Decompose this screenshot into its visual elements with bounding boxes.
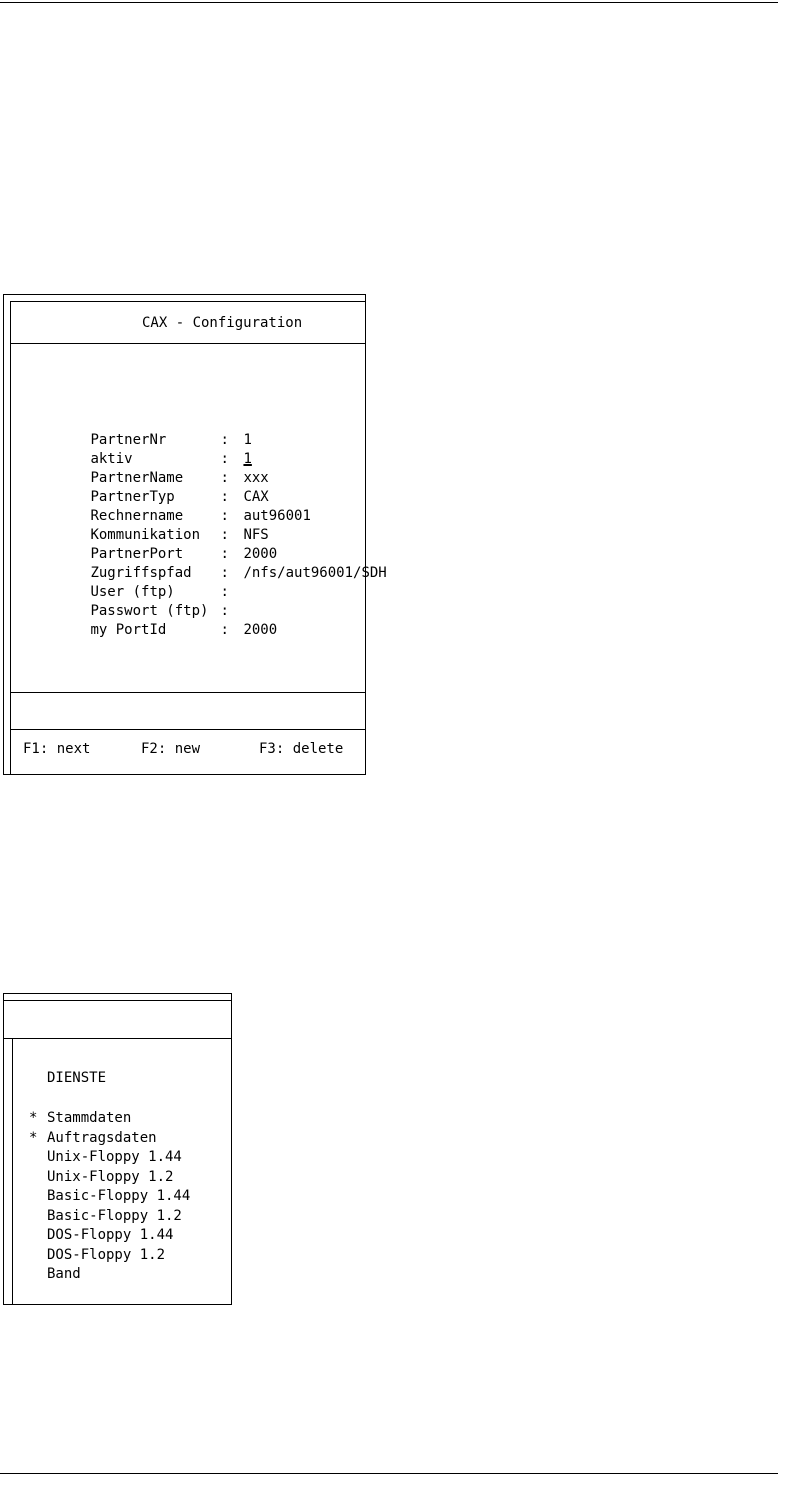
field-colon: : xyxy=(220,622,229,638)
window-title: CAX - Configuration xyxy=(142,315,303,331)
field-colon: : xyxy=(220,565,229,581)
service-item-auftragsdaten[interactable] xyxy=(29,1129,190,1149)
config-form xyxy=(23,412,387,638)
cax-configuration-frame xyxy=(10,301,387,774)
page-bottom-rule xyxy=(0,1473,778,1474)
field-colon: : xyxy=(220,470,229,486)
rechnername-input[interactable]: aut96001 xyxy=(243,508,311,524)
service-label: Band xyxy=(47,1266,81,1282)
zugriffspfad-input[interactable]: /nfs/aut96001/SDH xyxy=(243,565,387,581)
field-colon: : xyxy=(220,546,229,562)
service-item-band[interactable] xyxy=(29,1265,190,1285)
page-top-rule xyxy=(0,2,778,3)
my-port-id-input[interactable]: 2000 xyxy=(243,622,278,638)
window-title-bar xyxy=(11,302,366,344)
field-label: Passwort (ftp) xyxy=(90,603,209,619)
service-label: DOS-Floppy 1.44 xyxy=(47,1227,174,1243)
window-inner-border xyxy=(12,1038,13,1304)
field-label: my PortId xyxy=(90,622,167,638)
service-label: Auftragsdaten xyxy=(47,1129,157,1146)
field-label: PartnerNr xyxy=(90,432,167,448)
window-header-line xyxy=(4,1038,231,1039)
aktiv-input[interactable]: 1 xyxy=(243,451,252,467)
service-label: Stammdaten xyxy=(47,1110,132,1126)
f1-next-key[interactable]: F1: next xyxy=(23,741,91,757)
service-item-unix-floppy-144[interactable] xyxy=(29,1148,190,1168)
kommunikation-input[interactable]: NFS xyxy=(243,527,269,543)
service-item-unix-floppy-12[interactable] xyxy=(29,1168,190,1188)
field-colon: : xyxy=(220,508,229,524)
services-title: DIENSTE xyxy=(47,1070,107,1086)
field-colon: : xyxy=(220,489,229,505)
service-item-basic-floppy-144[interactable] xyxy=(29,1187,190,1207)
partner-port-input[interactable]: 2000 xyxy=(243,546,278,562)
field-label: PartnerPort xyxy=(90,546,184,562)
field-label: aktiv xyxy=(90,451,133,467)
partner-nr-input[interactable]: 1 xyxy=(243,432,252,448)
service-label: Unix-Floppy 1.44 xyxy=(47,1149,182,1165)
service-item-dos-floppy-12[interactable] xyxy=(29,1246,190,1266)
field-label: User (ftp) xyxy=(90,584,175,600)
field-colon: : xyxy=(220,584,229,600)
service-item-stammdaten[interactable] xyxy=(29,1109,190,1129)
service-label: Basic-Floppy 1.2 xyxy=(47,1207,182,1224)
service-label: DOS-Floppy 1.2 xyxy=(47,1246,166,1263)
partner-name-input[interactable]: xxx xyxy=(243,470,269,486)
window-top-line xyxy=(4,1000,231,1001)
field-colon: : xyxy=(220,603,229,619)
status-line xyxy=(11,692,366,730)
cax-configuration-window xyxy=(3,294,387,775)
field-colon: : xyxy=(220,432,229,448)
field-label: Kommunikation xyxy=(90,527,201,543)
services-window xyxy=(3,993,232,1305)
service-item-basic-floppy-12[interactable] xyxy=(29,1207,190,1227)
field-label: Zugriffspfad xyxy=(90,565,192,581)
service-item-dos-floppy-144[interactable] xyxy=(29,1226,190,1246)
partner-typ-input[interactable]: CAX xyxy=(243,489,269,505)
service-label: Basic-Floppy 1.44 xyxy=(47,1188,191,1204)
field-label: Rechnername xyxy=(90,508,184,524)
services-list xyxy=(29,1109,190,1285)
field-colon: : xyxy=(220,527,229,543)
field-label: PartnerName xyxy=(90,470,184,486)
service-label: Unix-Floppy 1.2 xyxy=(47,1168,174,1185)
selected-mark: * xyxy=(29,1110,38,1126)
field-label: PartnerTyp xyxy=(90,489,175,505)
field-partner-nr xyxy=(23,412,387,448)
f3-delete-key[interactable]: F3: delete xyxy=(259,741,344,757)
f2-new-key[interactable]: F2: new xyxy=(141,741,201,757)
field-colon: : xyxy=(220,451,229,467)
selected-mark: * xyxy=(29,1129,38,1146)
